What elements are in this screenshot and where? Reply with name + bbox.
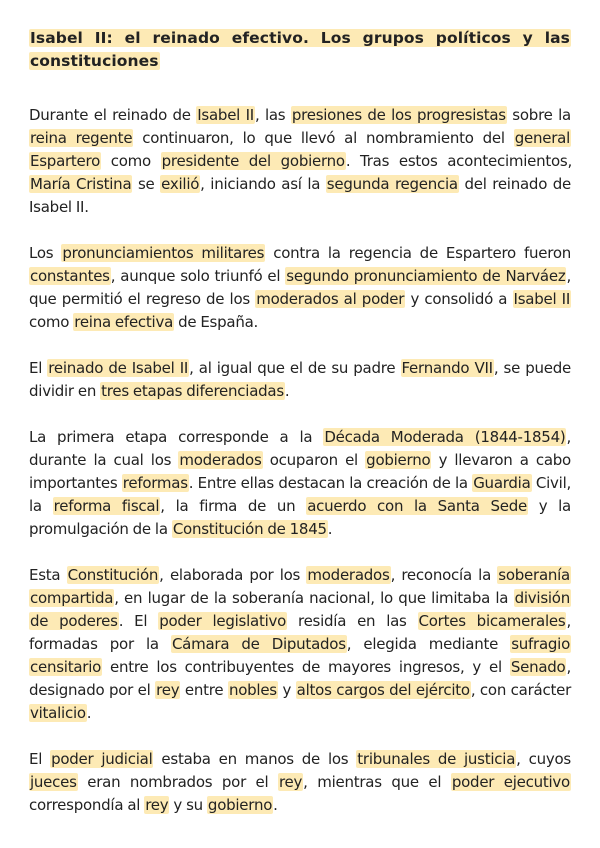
text-run: .	[86, 704, 92, 722]
text-run: . Tras estos acontecimientos,	[345, 152, 573, 170]
highlighted-term: reina efectiva	[74, 313, 174, 331]
highlighted-term: María Cristina	[30, 175, 132, 193]
highlighted-term: general Espartero	[30, 129, 570, 170]
text-run: se	[132, 175, 161, 193]
highlighted-term: Senado	[510, 658, 566, 676]
highlighted-term: presiones de los progresistas	[291, 106, 506, 124]
text-run: entre los contribuyentes de mayores ingresos, y el	[102, 658, 510, 676]
highlighted-term: sufragio censitario	[30, 635, 571, 676]
text-run: El	[29, 359, 48, 377]
text-run: y llevaron a cabo importantes	[29, 451, 571, 492]
highlighted-term: reina regente	[30, 129, 133, 147]
highlighted-term: reinado de Isabel II	[48, 359, 189, 377]
document-title	[29, 27, 571, 73]
highlighted-term: tres etapas diferenciadas	[101, 382, 284, 400]
text-run: Los	[29, 244, 62, 262]
highlighted-term: rey	[145, 796, 169, 814]
highlighted-term: rey	[156, 681, 180, 699]
highlighted-term: altos cargos del ejército	[296, 681, 470, 699]
text-run: , elegida mediante	[346, 635, 511, 653]
highlighted-term: exilió	[161, 175, 200, 193]
text-run: , que permitió el regreso de los	[29, 267, 571, 308]
highlighted-term: constantes	[30, 267, 110, 285]
highlighted-term: Constitución	[67, 566, 159, 584]
paragraph	[29, 748, 571, 817]
highlighted-term: presidente del gobierno	[161, 152, 345, 170]
text-run: y	[277, 681, 296, 699]
text-run: . Entre ellas destacan la creación de la	[188, 474, 473, 492]
text-run: correspondía al	[29, 796, 145, 814]
text-run: de España.	[174, 313, 259, 331]
text-run: .	[284, 382, 290, 400]
highlighted-term: moderados	[307, 566, 390, 584]
highlighted-term: Guardia	[473, 474, 531, 492]
paragraph	[29, 104, 571, 219]
text-run: , cuyos	[516, 750, 571, 768]
text-run: entre	[180, 681, 228, 699]
text-run: , iniciando así la	[200, 175, 326, 193]
text-run: , durante la cual los	[29, 428, 572, 469]
text-run: .	[327, 520, 333, 538]
highlighted-term: segunda regencia	[326, 175, 458, 193]
highlighted-term: reformas	[122, 474, 188, 492]
highlighted-term: segundo pronunciamiento de Narváez	[286, 267, 566, 285]
highlighted-term: tribunales de justicia	[357, 750, 516, 768]
text-run: , al igual que el de su padre	[189, 359, 401, 377]
highlighted-term: Constitución de 1845	[172, 520, 327, 538]
highlighted-term: moderados al poder	[256, 290, 405, 308]
text-run: , mientras que el	[303, 773, 451, 791]
text-run: .	[273, 796, 278, 814]
highlighted-term: reforma fiscal	[53, 497, 160, 515]
text-run: , aunque solo triunfó el	[110, 267, 286, 285]
highlighted-term: moderados	[179, 451, 262, 469]
text-run: ocuparon el	[262, 451, 366, 469]
highlighted-term: vitalicio	[30, 704, 86, 722]
text-run: , se puede dividir en	[29, 359, 571, 400]
highlighted-term: soberanía compartida	[30, 566, 570, 607]
text-run: como	[101, 152, 161, 170]
highlighted-term: Década Moderada (1844-1854)	[324, 428, 566, 446]
text-run: , designado por el	[29, 658, 571, 699]
text-run: contra la regencia de Espartero fueron	[265, 244, 572, 262]
text-run: , en lugar de la soberanía nacional, lo que limitaba la	[114, 589, 514, 607]
text-run: , formadas por la	[29, 612, 571, 653]
text-run: , las	[254, 106, 291, 124]
text-run: eran nombrados por el	[77, 773, 278, 791]
highlighted-term: poder judicial	[51, 750, 153, 768]
highlighted-term: acuerdo con la Santa Sede	[307, 497, 527, 515]
text-run: y su	[169, 796, 207, 814]
text-run: y consolidó a	[405, 290, 513, 308]
highlighted-term: Isabel II	[197, 106, 254, 124]
text-run: estaba en manos de los	[153, 750, 357, 768]
text-run: , reconocía la	[390, 566, 498, 584]
highlighted-term: rey	[278, 773, 303, 791]
text-run: , con carácter	[470, 681, 572, 699]
document-body	[29, 104, 571, 817]
text-run: . El	[118, 612, 159, 630]
highlighted-term: división de poderes	[30, 589, 570, 630]
text-run: Civil, la	[29, 474, 572, 515]
highlighted-term: gobierno	[366, 451, 431, 469]
text-run: , elaborada por los	[159, 566, 307, 584]
paragraph	[29, 357, 571, 403]
text-run: , la firma de un	[160, 497, 307, 515]
paragraph	[29, 426, 571, 541]
paragraph	[29, 564, 571, 725]
highlighted-term: poder legislativo	[159, 612, 287, 630]
text-run: sobre la	[506, 106, 571, 124]
title-text: Isabel II: el reinado efectivo. Los grupos políticos y las constituciones	[30, 29, 570, 70]
paragraph	[29, 242, 571, 334]
highlighted-term: jueces	[30, 773, 77, 791]
text-run: La primera etapa corresponde a la	[29, 428, 324, 446]
highlighted-term: Cortes bicamerales	[418, 612, 566, 630]
text-run: Esta	[29, 566, 67, 584]
highlighted-term: gobierno	[207, 796, 273, 814]
highlighted-term: Cámara de Diputados	[171, 635, 346, 653]
highlighted-term: pronunciamientos militares	[62, 244, 265, 262]
text-run: residía en las	[287, 612, 418, 630]
highlighted-term: Isabel II	[513, 290, 570, 308]
text-run: del reinado de Isabel II.	[29, 175, 571, 216]
text-run: El	[29, 750, 51, 768]
text-run: Durante el reinado de	[29, 106, 197, 124]
highlighted-term: Fernando VII	[401, 359, 493, 377]
text-run: y la promulgación de la	[29, 497, 571, 538]
highlighted-term: poder ejecutivo	[451, 773, 570, 791]
text-run: continuaron, lo que llevó al nombramiento del	[133, 129, 514, 147]
highlighted-term: nobles	[228, 681, 277, 699]
text-run: como	[29, 313, 74, 331]
